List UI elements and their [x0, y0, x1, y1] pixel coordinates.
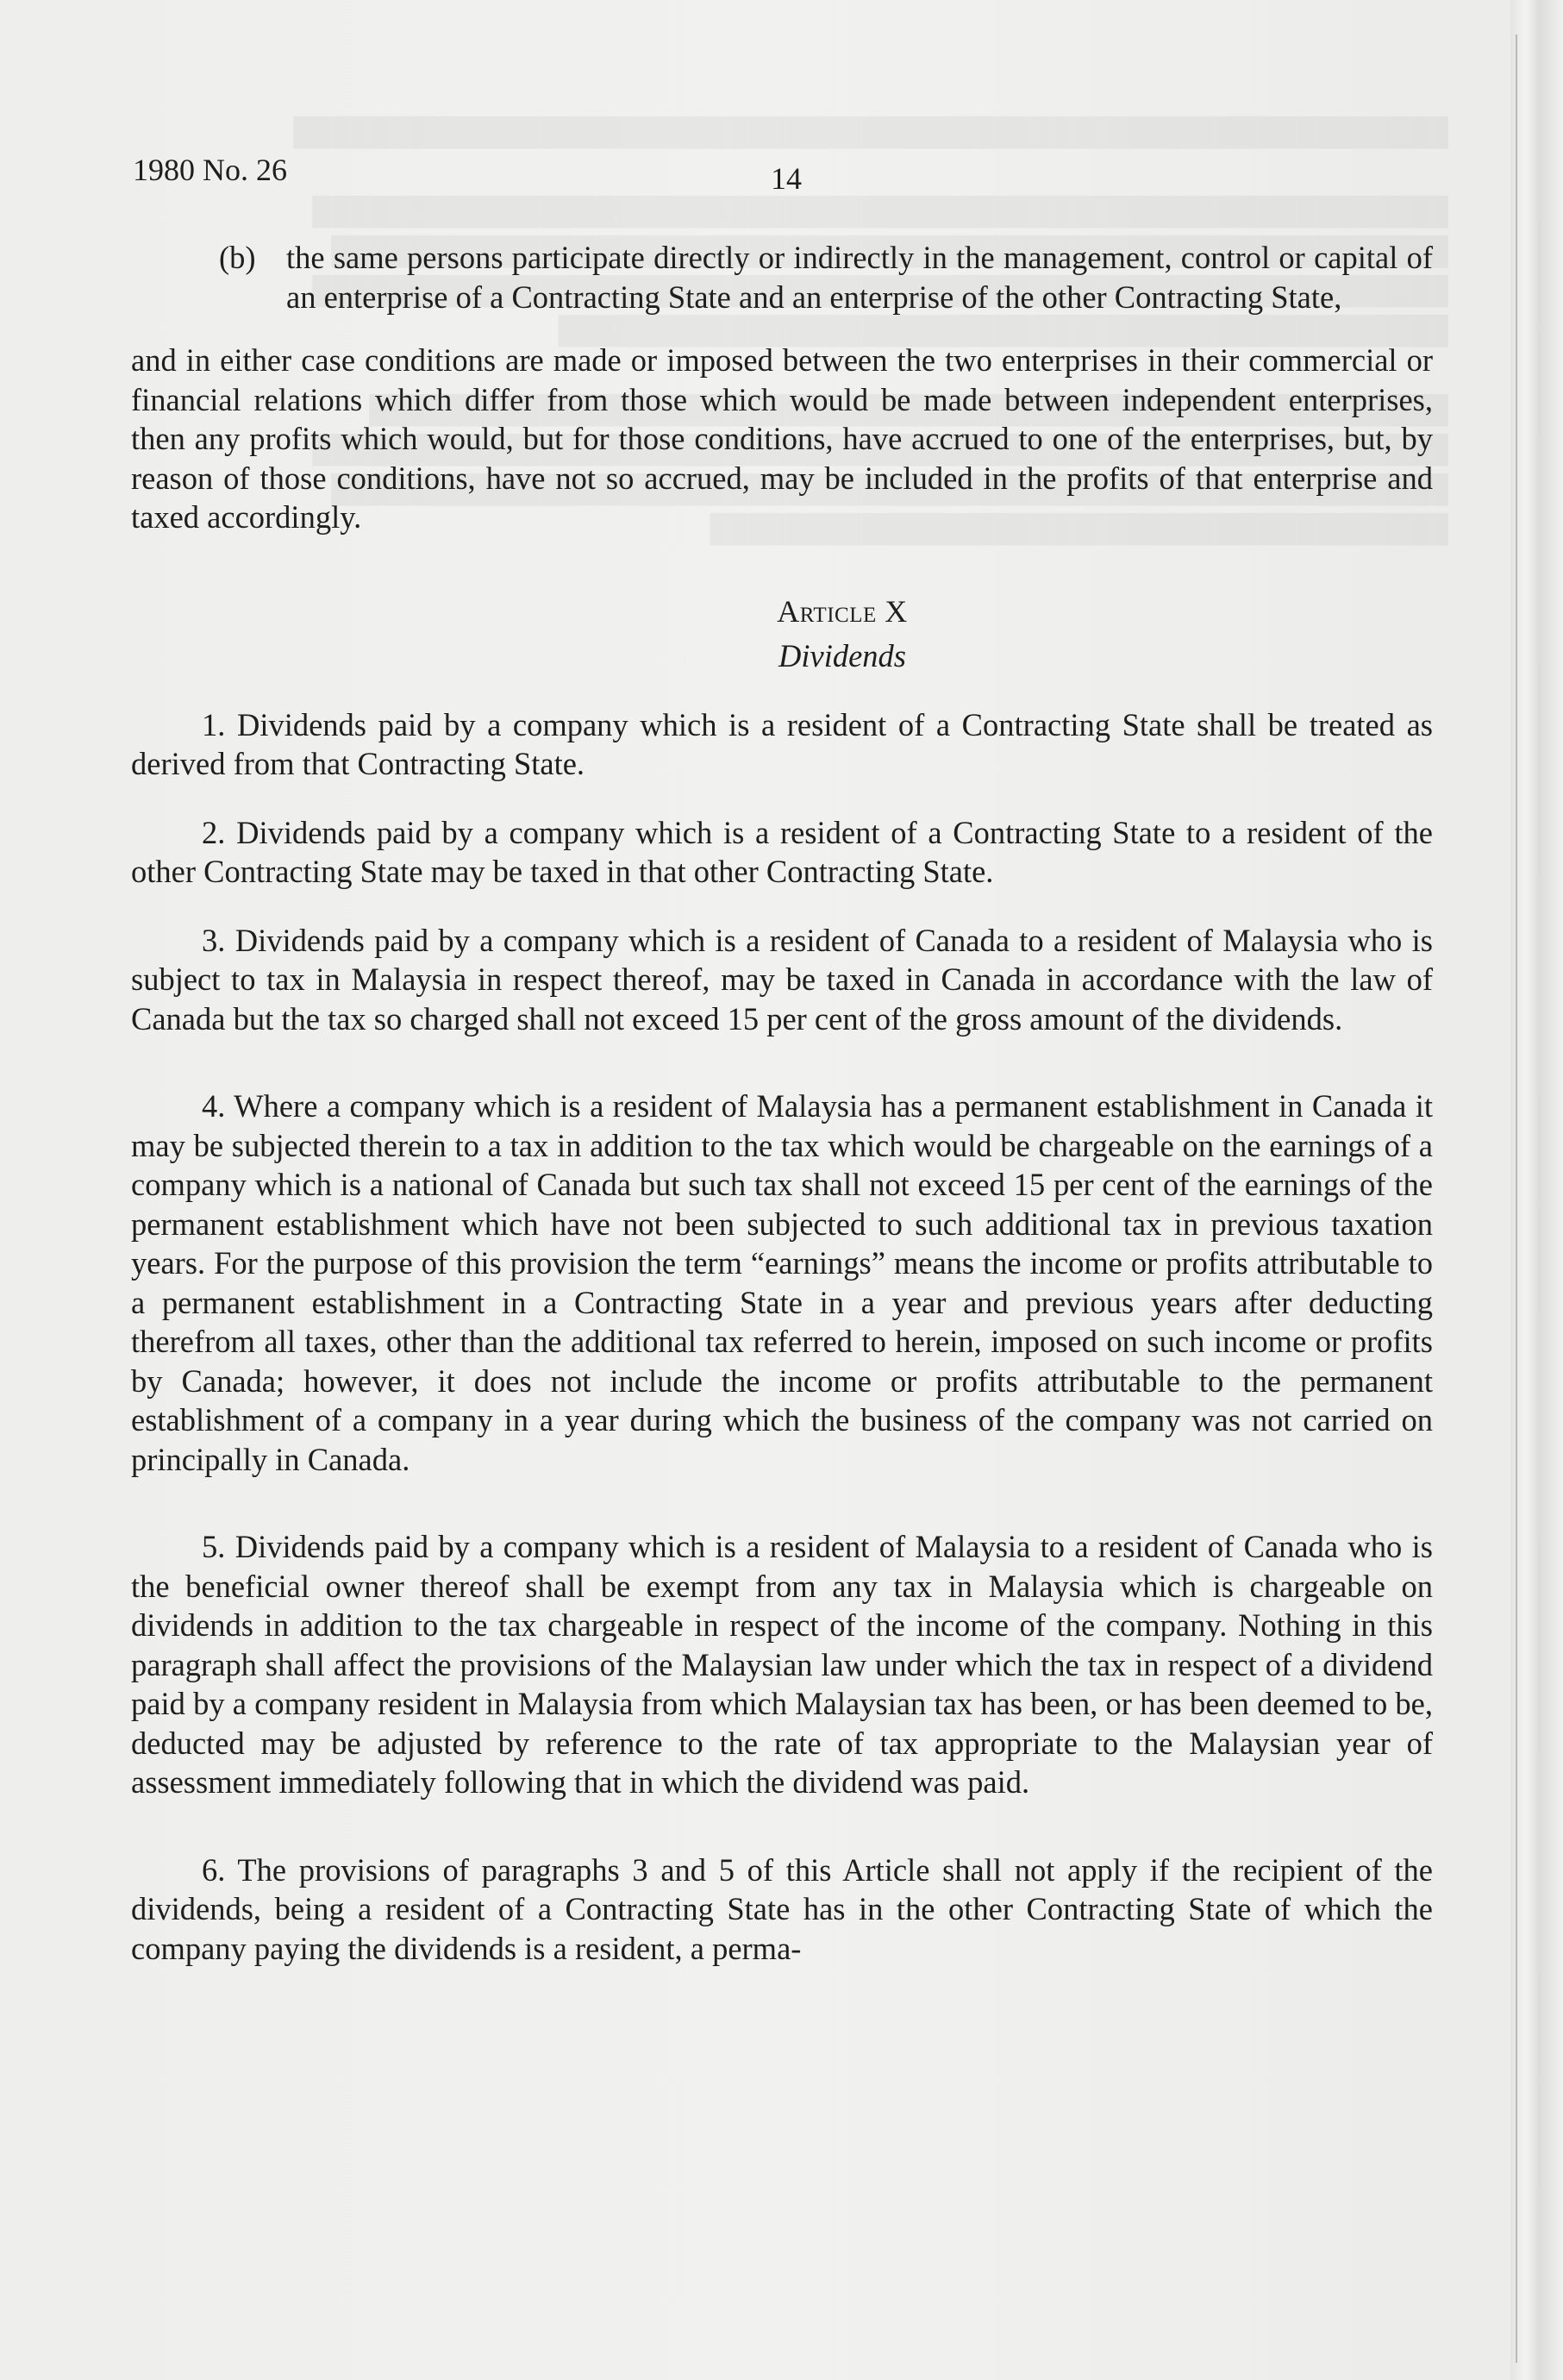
article-paragraph-2: 2. Dividends paid by a company which is a resident of a Contracting State to a resident of the other Contracting State may be taxed in that other Contracting State. [131, 814, 1433, 889]
subparagraph-text: the same persons participate directly or indirectly in the management, control or capital of an enterprise of a Contracting State and an enterprise of the other Contracting State, [286, 240, 1433, 315]
subparagraph-label: (b) [219, 240, 256, 275]
article-paragraph-6: 6. The provisions of paragraphs 3 and 5 of this Article shall not apply if the recipient of the dividends, being a resident of a Contracting State has in the other Contracting State of which the company paying the dividends is a resident, a perma- [131, 1851, 1433, 1966]
page-header [133, 152, 1426, 195]
article-paragraph-1: 1. Dividends paid by a company which is a resident of a Contracting State shall be treated as derived from that Contracting State. [131, 706, 1433, 781]
article-title: Dividends [778, 638, 906, 673]
article-paragraph-5: 5. Dividends paid by a company which is a resident of Malaysia to a resident of Canada who is the beneficial owner thereof shall be exempt from any tax in Malaysia which is chargeable on dividends in addition to the tax chargeable in respect of the income of the company. Nothing in this paragraph shall affect the provisions of the Malaysian law under which the tax in respect of a dividend paid by a company resident in Malaysia from which Malaysian tax has been, or has been deemed to be, deducted may be adjusted by reference to the rate of tax appropriate to the Malaysian year of assessment immediately following that in which the dividend was paid. [131, 1529, 1433, 1800]
article-paragraph-3: 3. Dividends paid by a company which is a resident of Canada to a resident of Malaysia who is subject to tax in Malaysia in respect thereof, may be taxed in Canada in accordance with the law of Canada but the tax so charged shall not exceed 15 per cent of the gross amount of the dividends. [131, 922, 1433, 1037]
subparagraph-b [131, 238, 1433, 316]
statute-reference: 1980 No. 26 [133, 153, 287, 187]
page-number: 14 [771, 161, 802, 196]
article-paragraph-4: 4. Where a company which is a resident of Malaysia has a permanent establishment in Canada it may be subjected therein to a tax in addition to the tax which would be chargeable on the earnings of a company which is a national of Canada but such tax shall not exceed 15 per cent of the earnings of the permanent establishment which have not been subjected to such additional tax in previous taxation years. For the purpose of this provision the term “earnings” means the income or profits attributable to a permanent establishment in a Contracting State in a year and previous years after deducting therefrom all taxes, other than the additional tax referred to herein, imposed on such income or profits by Canada; however, it does not include the income or profits attributable to the permanent establishment of a company in a year during which the business of the company was not carried on principally in Canada. [131, 1088, 1433, 1477]
article-heading: Article X [777, 593, 908, 629]
page-gutter-edge [1510, 0, 1563, 2380]
continuation-paragraph: and in either case conditions are made or imposed between the two enterprises in their commercial or financial relations which differ from those which would be made between independent enterprises, then any profits which would, but for those conditions, have accrued to one of the enterprises, but, by reason of those conditions, have not so accrued, may be included in the profits of that enterprise and taxed accordingly. [131, 342, 1433, 535]
document-body [131, 238, 1433, 1997]
